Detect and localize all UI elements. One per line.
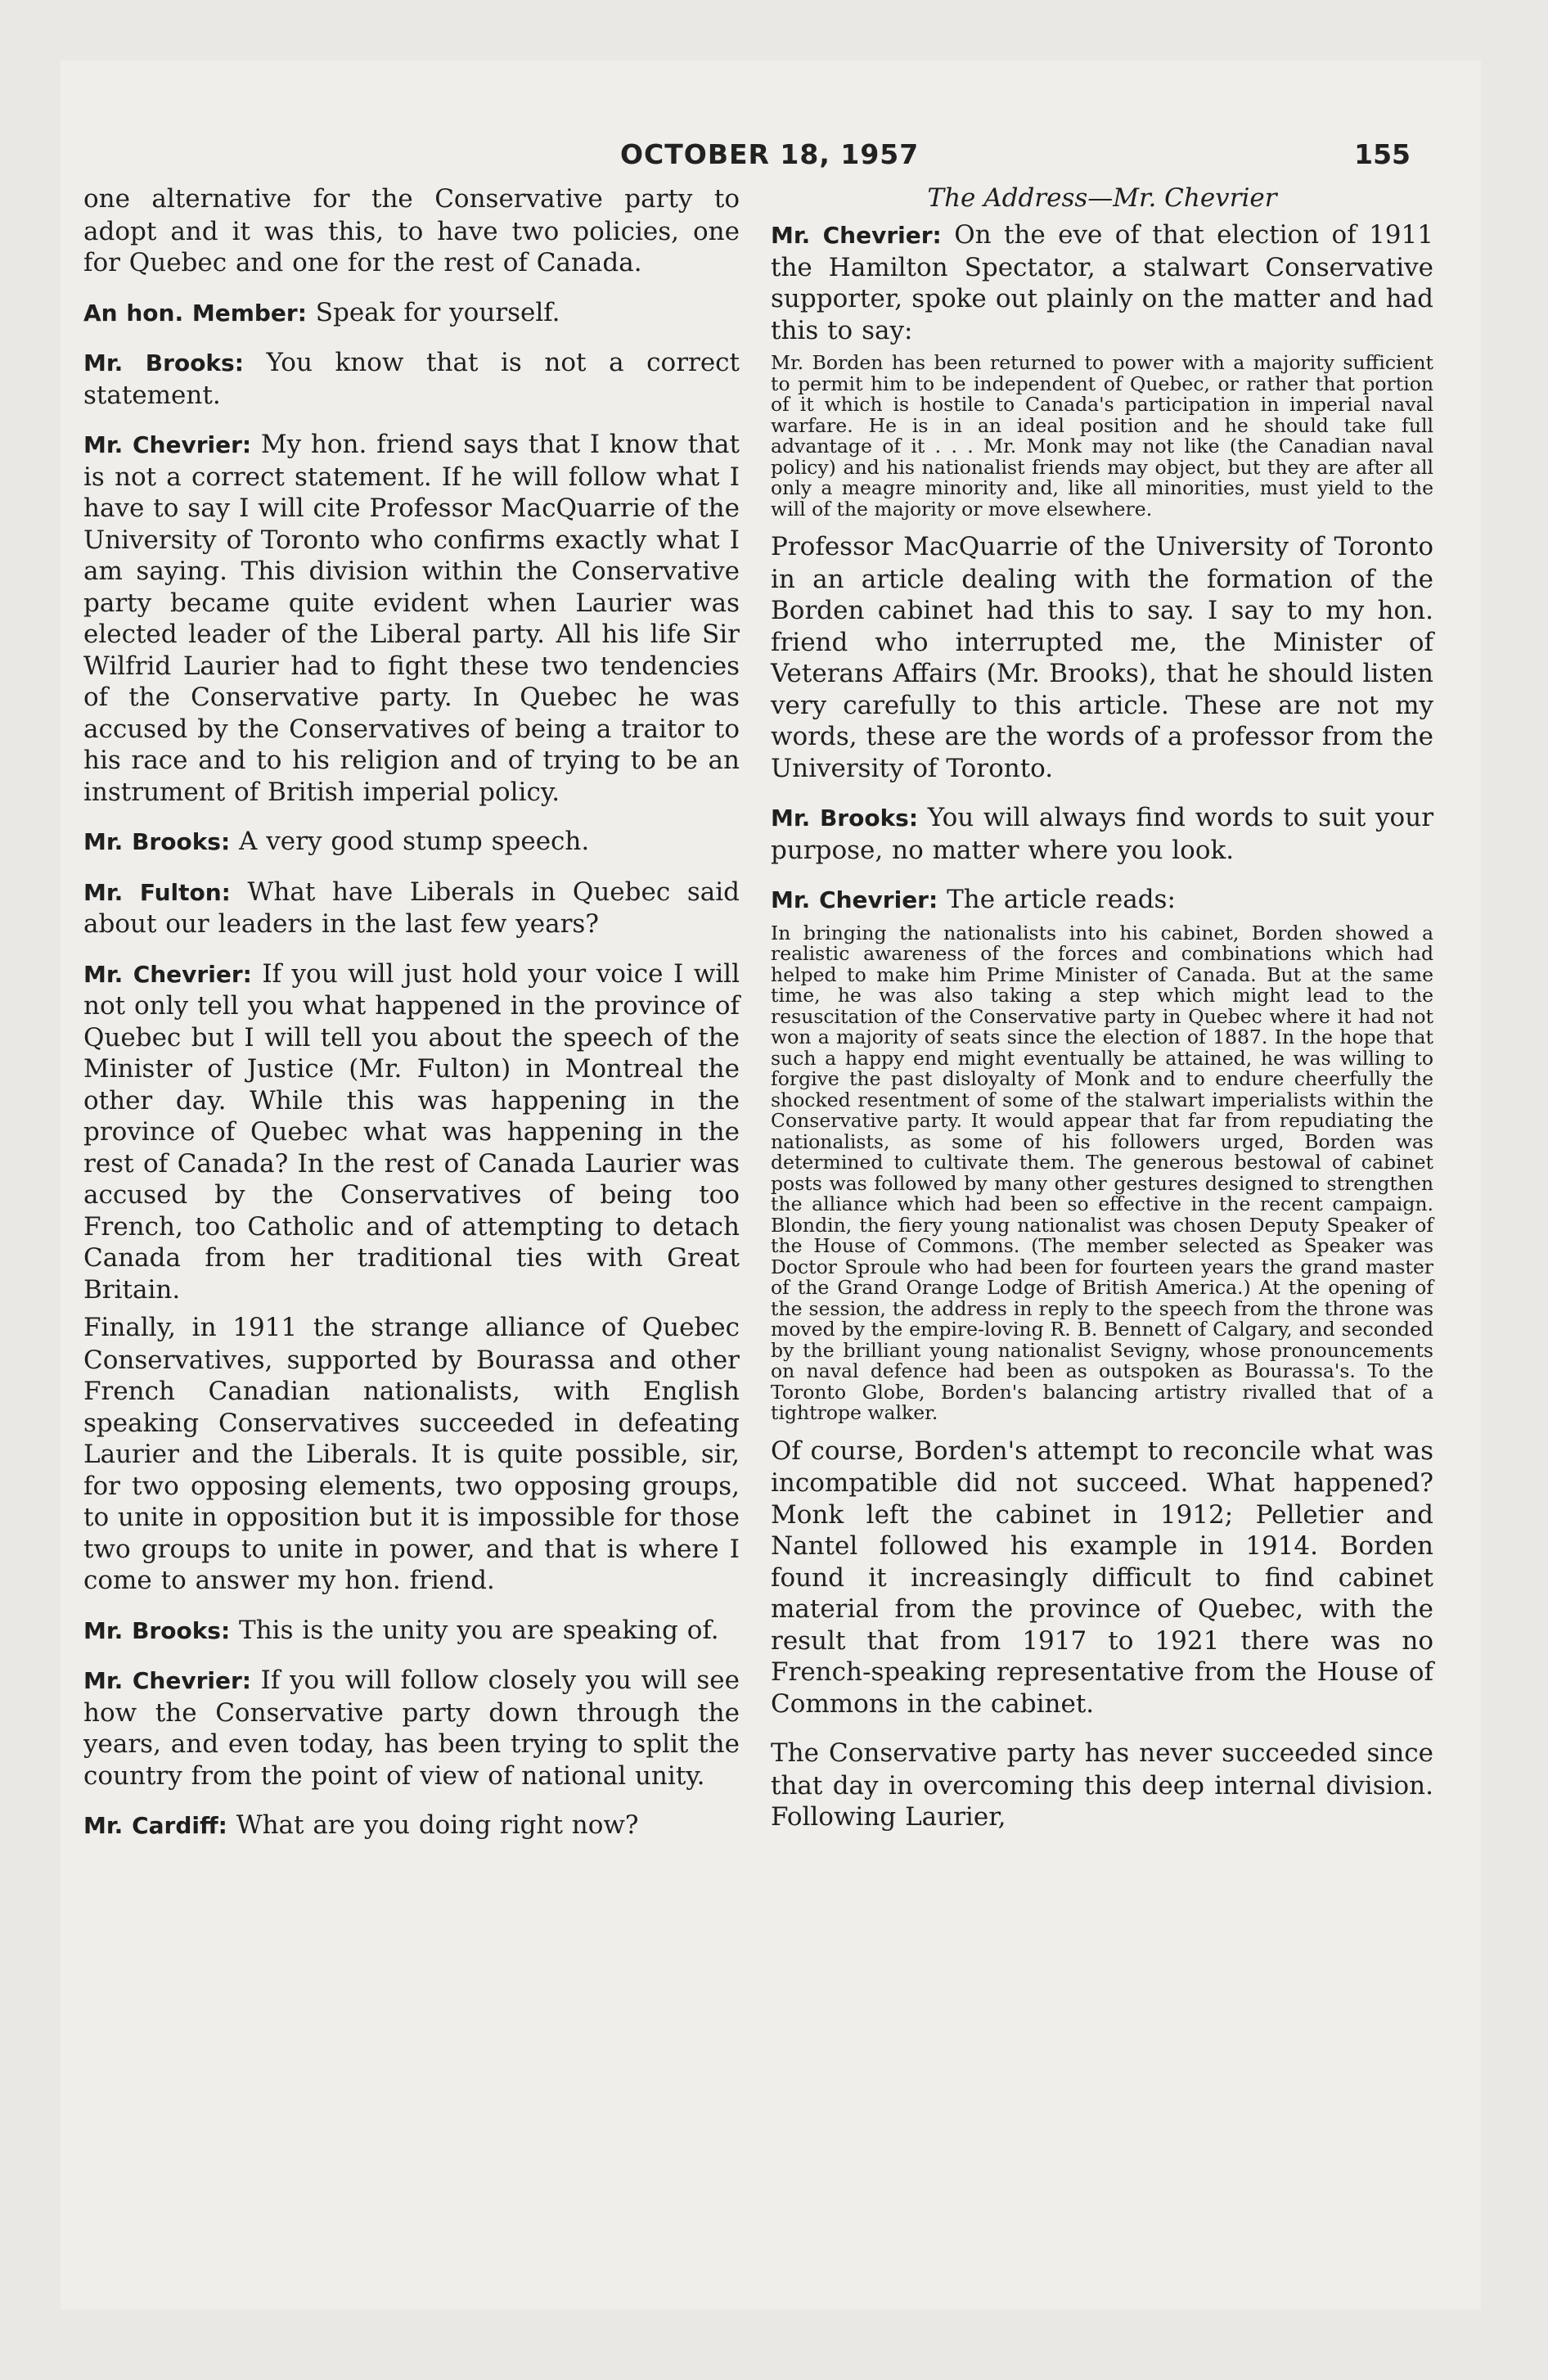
paragraph <box>83 297 740 330</box>
quote-text: In bringing the nationalists into his cabinet, Borden showed a realistic awareness of the forces and combinations which had helped to make him Prime Minister of Canada. But at the same time, he was also taking a step which might lead to the resuscitation of the Conservative party in Quebec where it had not won a majority of seats since the election of 1887. In the hope that such a happy end might eventually be attained, he was willing to forgive the past disloyalty of Monk and to endure cheerfully the shocked resentment of some of the stalwart imperialists within the Conservative party. It would appear that far from repudiating the nationalists, as some of his followers urged, Borden was determined to cultivate them. The generous bestowal of cabinet posts was followed by many other gestures designed to strengthen the alliance which had been so effective in the recent campaign. Blondin, the fiery young nationalist was chosen Deputy Speaker of the House of Commons. (The member selected as Speaker was Doctor Sproule who had been for fourteen years the grand master of the Grand Orange Lodge of British America.) At the opening of the session, the address in reply to the speech from the throne was moved by the empire-loving R. B. Bennett of Calgary, and seconded by the brilliant young nationalist Sevigny, whose pronouncements on naval defence had been as outspoken as Bourassa's. To the Toronto Globe, Borden's balancing artistry rivalled that of a tightrope walker. <box>771 921 1433 1424</box>
paragraph <box>771 219 1433 346</box>
speaker-label: An hon. Member: <box>83 299 307 327</box>
paragraph <box>771 884 1433 917</box>
speaker-label: Mr. Chevrier: <box>83 431 252 458</box>
speaker-label: Mr. Chevrier: <box>83 1667 251 1694</box>
paragraph-text: What have Liberals in Quebec said about our leaders in the last few years? <box>83 877 740 939</box>
block-quote <box>771 923 1433 1424</box>
quote-text: Mr. Borden has been returned to power with a majority sufficient to permit him to be independent of Quebec, or rather that portion of it which is hostile to Canada's participation in imperial naval warfare. He is in an ideal position and he should take full advantage of it . . . Mr. Monk may not like (the Canadian naval policy) and his nationalist friends may object, but they are after all only a meagre minority and, like all minorities, must yield to the will of the majority or move elsewhere. <box>771 351 1433 521</box>
left-column <box>83 183 740 1860</box>
running-head: The Address—Mr. Chevrier <box>927 183 1277 213</box>
paragraph-text: A very good stump speech. <box>239 827 590 856</box>
speaker-label: Mr. Fulton: <box>83 878 231 906</box>
speaker-label: Mr. Chevrier: <box>771 222 942 249</box>
paragraph-text: My hon. friend says that I know that is not a correct statement. If he will follow what I have to say I will cite Professor MacQuarrie of the University of Toronto who confirms exactly what I am saying. This division within the Conservative party became quite evident when Laurier was elected leader of the Liberal party. All his life Sir Wilfrid Laurier had to fight these two tendencies of the Conservative party. In Quebec he was accused by the Conservatives of being a traitor to his race and to his religion and of trying to be an instrument of British imperial policy. <box>83 430 740 807</box>
paragraph <box>83 1312 740 1597</box>
paragraph-text: The article reads: <box>947 885 1176 914</box>
paragraph <box>771 1436 1433 1720</box>
page-header <box>61 138 1481 187</box>
page-date: OCTOBER 18, 1957 <box>620 138 920 170</box>
paragraph-text: This is the unity you are speaking of. <box>239 1615 719 1645</box>
paragraph <box>83 183 740 279</box>
speaker-label: Mr. Brooks: <box>771 805 919 832</box>
speaker-label: Mr. Brooks: <box>83 828 231 855</box>
page-number: 155 <box>1354 138 1411 170</box>
paragraph-text: On the eve of that election of 1911 the Hamilton Spectator, a stalwart Conservative supporter, spoke out plainly on the matter and had this to say: <box>771 220 1433 345</box>
paragraph <box>83 1615 740 1648</box>
paragraph-text: Of course, Borden's attempt to reconcile what was incompatible did not succeed. What happened? Monk left the cabinet in 1912; Pelletier and Nantel followed his example in 1914. Borden found it increasingly difficult to find cabinet material from the province of Quebec, with the result that from 1917 to 1921 there was no French-speaking representative from the House of Commons in the cabinet. <box>771 1436 1433 1719</box>
paragraph-text: If you will follow closely you will see how the Conservative party down through the years, and even today, has been trying to split the country from the point of view of national unity. <box>83 1666 740 1791</box>
paragraph <box>83 1665 740 1792</box>
paragraph-text: Finally, in 1911 the strange alliance of Quebec Conservatives, supported by Bourassa and other French Canadian nationalists, with English speaking Conservatives succeeded in defeating Laurier and the Liberals. It is quite possible, sir, for two opposing elements, two opposing groups, to unite in opposition but it is impossible for those two groups to unite in power, and that is where I come to answer my hon. friend. <box>83 1313 740 1595</box>
speaker-label: Mr. Brooks: <box>83 1616 231 1644</box>
paragraph-text: What are you doing right now? <box>236 1810 639 1840</box>
paragraph-text: You will always find words to suit your purpose, no matter where you look. <box>771 803 1434 865</box>
paragraph <box>83 877 740 940</box>
speaker-label: Mr. Chevrier: <box>771 886 938 913</box>
block-quote <box>771 353 1433 520</box>
paragraph <box>83 429 740 808</box>
paragraph <box>83 958 740 1306</box>
speaker-label: Mr. Cardiff: <box>83 1812 227 1839</box>
paragraph <box>771 1738 1433 1833</box>
paragraph <box>83 1810 740 1842</box>
hansard-page <box>61 61 1481 2310</box>
paragraph-text: If you will just hold your voice I will not only tell you what happened in the province of Quebec but I will tell you about the speech of the Minister of Justice (Mr. Fulton) in Montreal the other day. While this was happening in the province of Quebec what was happening in the rest of Canada? In the rest of Canada Laurier was accused by the Conservatives of being too French, too Catholic and of attempting to detach Canada from her traditional ties with Great Britain. <box>83 958 740 1305</box>
speaker-label: Mr. Chevrier: <box>83 960 252 988</box>
paragraph-text: Speak for yourself. <box>315 297 560 327</box>
paragraph-text: Professor MacQuarrie of the University of Toronto in an article dealing with the formation of the Borden cabinet had this to say. I say to my hon. friend who interrupted me, the Minister of Veterans Affairs (Mr. Brooks), that he should listen very carefully to this article. These are not my words, these are the words of a professor from the University of Toronto. <box>771 532 1433 783</box>
paragraph <box>83 826 740 859</box>
paragraph-text: You know that is not a correct statement. <box>83 348 740 410</box>
paragraph-text: The Conservative party has never succeeded since that day in overcoming this deep internal division. Following Laurier, <box>771 1738 1433 1832</box>
right-column <box>771 183 1433 1851</box>
paragraph <box>771 802 1433 866</box>
paragraph <box>771 531 1433 784</box>
speaker-label: Mr. Brooks: <box>83 349 244 376</box>
paragraph-text: one alternative for the Conservative party to adopt and it was this, to have two policies, one for Quebec and one for the rest of Canada. <box>83 184 740 277</box>
paragraph <box>83 347 740 411</box>
